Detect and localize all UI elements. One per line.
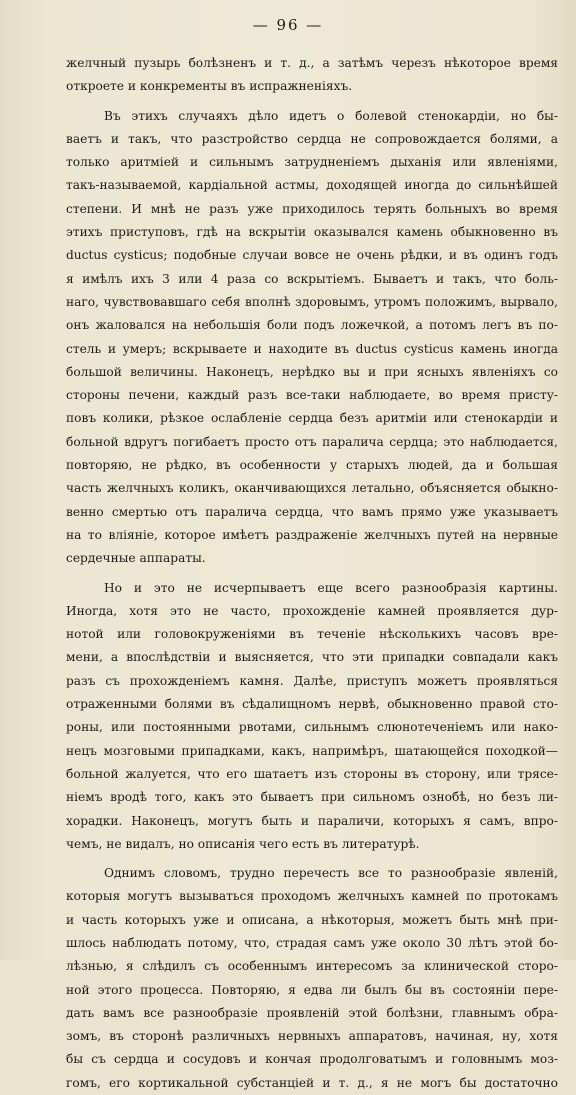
text-line: сердечные аппараты.	[66, 551, 206, 566]
page-number: — 96 —	[252, 16, 324, 34]
text-line: нецъ мозговыми припадками, какъ, напримѣръ, шатающейся походкой—	[66, 743, 558, 758]
text-line: Однимъ словомъ, трудно перечесть все то разнообразіе явленій,	[104, 866, 558, 881]
text-line: большой величины. Наконецъ, нерѣдко вы и при ясныхъ явленіяхъ со	[66, 364, 558, 379]
text-line: шлось наблюдать потому, что, страдая самъ уже около 30 лѣтъ этой бо-	[66, 935, 558, 950]
text-line: и часть которыхъ уже и описана, а нѣкоторыя, можетъ быть мнѣ при-	[66, 912, 558, 927]
text-line: ніемъ вродѣ того, какъ это бываетъ при сильномъ ознобѣ, но безъ ли-	[66, 790, 558, 805]
text-line: я имѣлъ ихъ 3 или 4 раза со вскрытіемъ. Бываетъ и такъ, что боль-	[66, 271, 558, 286]
text-line: лѣзнью, я слѣдилъ съ особеннымъ интересомъ за клинической сторо-	[66, 959, 558, 974]
text-line: повъ колики, рѣзкое ослабленіе сердца безъ аритміи или стенокардіи и	[66, 411, 558, 426]
text-line: наго, чувствовавшаго себя вполнѣ здоровымъ, утромъ положимъ, вырвало,	[66, 294, 558, 309]
text-line: степени. И мнѣ не разъ уже приходилось терять больныхъ во время	[66, 201, 558, 216]
text-line: которыя могутъ вызываться проходомъ желчныхъ камней по протокамъ	[66, 889, 558, 904]
text-line: гомъ, его кортикальной субстанціей и т. д., я не могъ бы достаточно	[66, 1075, 558, 1090]
text-line: отраженными болями въ сѣдалищномъ нервѣ, обыкновенно правой сто-	[66, 697, 558, 712]
text-line: хорадки. Наконецъ, могутъ быть и параличи, которыхъ я самъ, впро-	[66, 813, 558, 828]
text-line: откроете и конкременты въ испражненіяхъ.	[66, 79, 353, 94]
text-line: повторяю, не рѣдко, въ особенности у старыхъ людей, да и большая	[66, 458, 558, 473]
text-line: ваетъ и такъ, что разстройство сердца не сопровождается болями, а	[66, 131, 558, 146]
text-line: зомъ, въ сторонѣ различныхъ нервныхъ аппаратовъ, начиная, ну, хотя	[66, 1029, 558, 1044]
text-line: на то вліяніе, которое имѣетъ раздраженіе желчныхъ путей на нервные	[66, 527, 558, 542]
text-line: мени, а впослѣдствіи и выясняется, что эти припадки совпадали какъ	[66, 650, 558, 665]
text-line: часть желчныхъ коликъ, оканчивающихся летально, объясняется обыкно-	[66, 481, 558, 496]
text-line: ной этого процесса. Повторяю, я едва ли былъ бы въ состояніи пере-	[66, 982, 558, 997]
text-line: венно смертью отъ паралича сердца, что вамъ прямо уже указываетъ	[66, 504, 558, 519]
text-line: нотой или головокруженіями въ теченіе нѣсколькихъ часовъ вре-	[66, 627, 558, 642]
text-line: этихъ приступовъ, гдѣ на вскрытіи оказывался камень обыкновенно въ	[66, 225, 558, 240]
text-line: стороны печени, каждый разъ все-таки наблюдаете, во время присту-	[66, 388, 558, 403]
text-line: желчный пузырь болѣзненъ и т. д., а затѣмъ черезъ нѣкоторое время	[66, 56, 558, 70]
text-line: такъ-называемой, кардіальной астмы, доходящей иногда до сильнѣйшей	[66, 178, 558, 193]
text-line: разъ съ прохожденіемъ камня. Далѣе, приступъ можетъ проявляться	[66, 673, 558, 688]
text-line: ductus cysticus; подобные случаи вовсе не очень рѣдки, и въ одинъ годъ	[66, 248, 558, 263]
text-line: больной вдругъ погибаетъ просто отъ паралича сердца; это наблюдается,	[66, 434, 558, 449]
text-line: Въ этихъ случаяхъ дѣло идетъ о болевой стенокардіи, но бы-	[104, 108, 558, 123]
text-line: бы съ сердца и сосудовъ и кончая продолговатымъ и головнымъ моз-	[66, 1052, 558, 1067]
text-line: онъ жаловался на небольшія боли подъ ложечкой, а потомъ легъ въ по-	[66, 318, 558, 333]
text-line: стель и умеръ; вскрываете и находите въ ductus cysticus камень иногда	[66, 341, 558, 356]
text-line: Иногда, хотя это не часто, прохожденіе камней проявляется дур-	[66, 603, 558, 618]
text-line: Но и это не исчерпываетъ еще всего разнообразія картины.	[104, 580, 558, 595]
text-line: больной жалуется, что его шатаетъ изъ стороны въ сторону, или трясе-	[66, 766, 558, 781]
text-line: чемъ, не видалъ, но описанія чего есть въ литературѣ.	[66, 836, 420, 851]
body-text	[66, 52, 558, 1095]
text-line: дать вамъ все разнообразіе проявленій этой болѣзни, главнымъ обра-	[66, 1005, 558, 1020]
text-line: только аритміей и сильнымъ затрудненіемъ дыханія или явленіями,	[66, 155, 558, 170]
text-line: роны, или постоянными рвотами, сильнымъ слюнотеченіемъ или нако-	[66, 720, 558, 735]
